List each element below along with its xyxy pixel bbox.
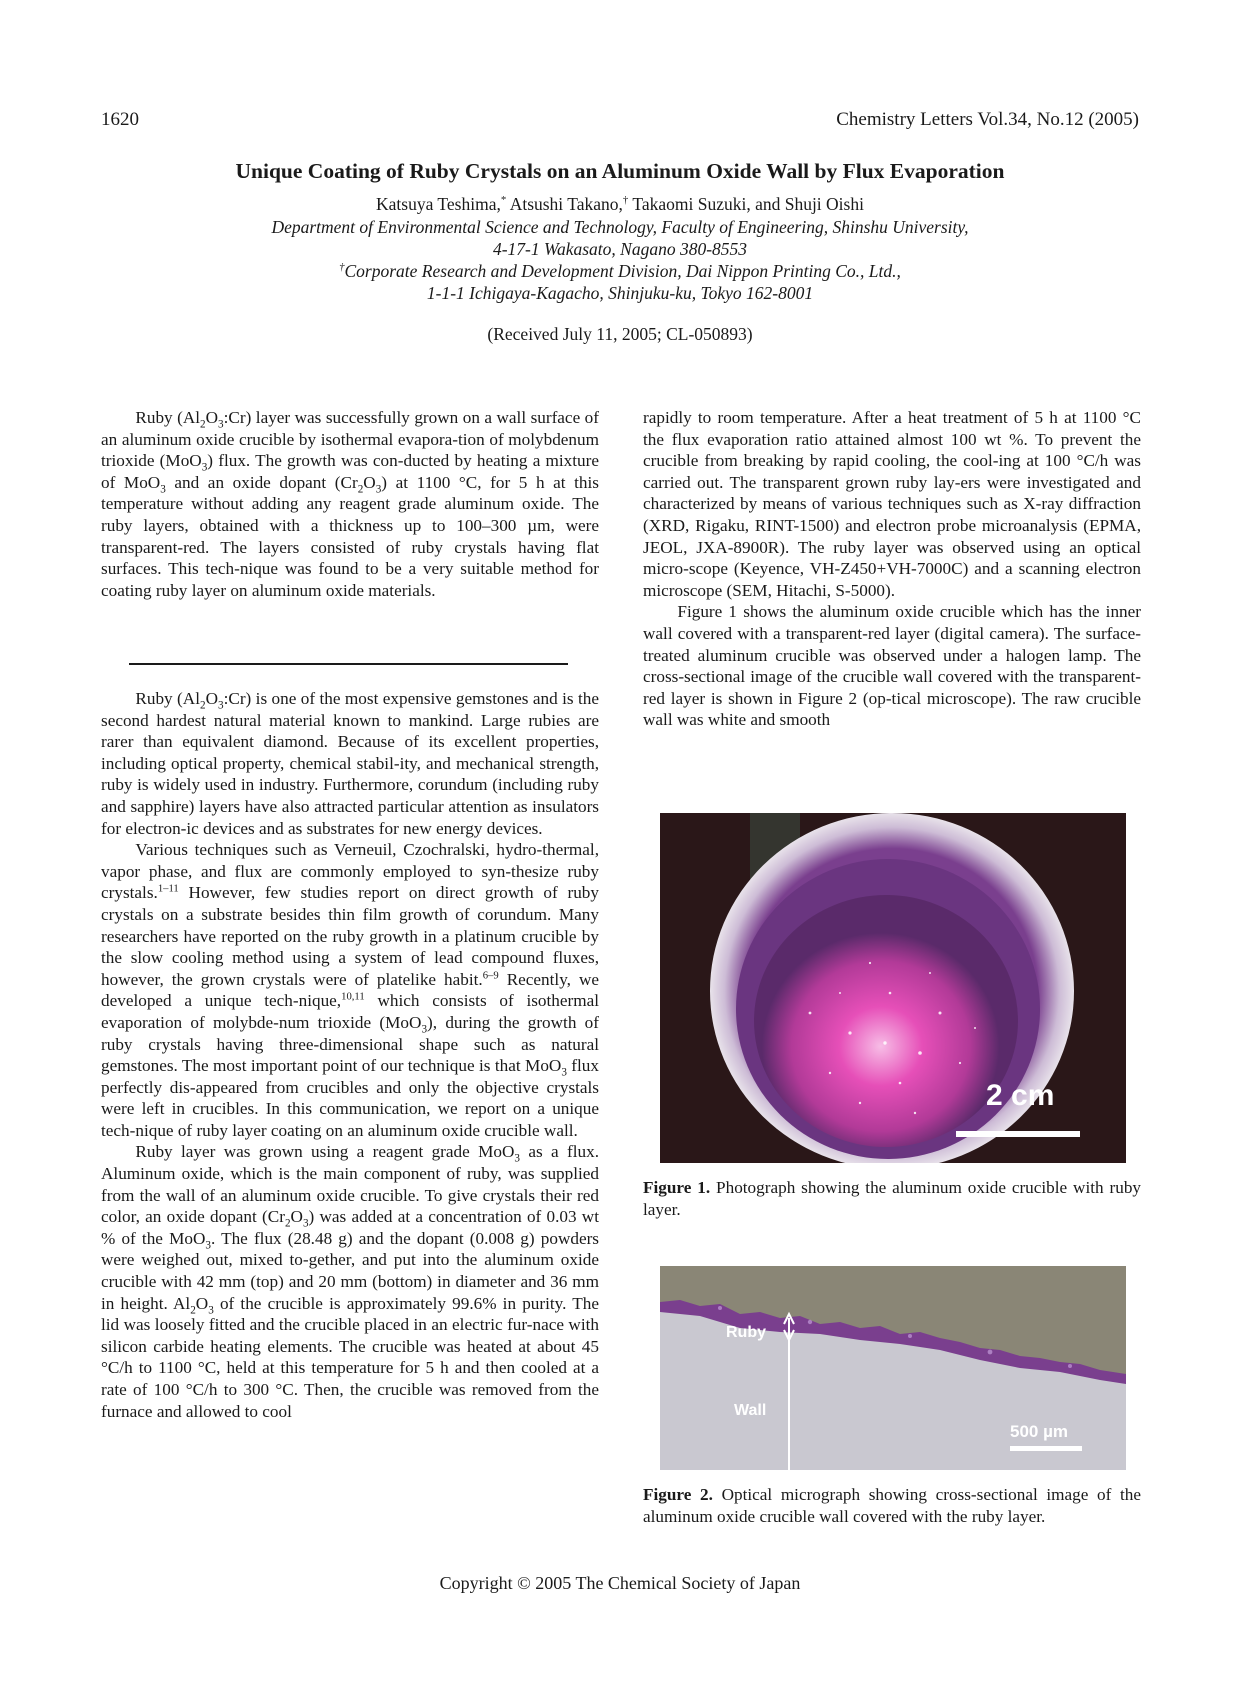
figure-1-scale-label: 2 cm: [986, 1079, 1055, 1112]
journal-info: Chemistry Letters Vol.34, No.12 (2005): [836, 109, 1139, 130]
figure-2-scale-label: 500 µm: [1010, 1422, 1068, 1441]
affiliation-line-3: †Corporate Research and Development Division, Dai Nippon Printing Co., Ltd.,: [339, 261, 901, 281]
crucible-photo-graphic: [660, 813, 1126, 1163]
figure-2-caption: Figure 2. Optical micrograph showing cross-sectional image of the aluminum oxide crucible wall covered with the ruby layer.: [643, 1485, 1141, 1526]
affiliation-line-4: 1-1-1 Ichigaya-Kagacho, Shinjuku-ku, Tokyo 162-8001: [426, 283, 814, 303]
paragraph: rapidly to room temperature. After a heat treatment of 5 h at 1100 °C the flux evaporation ratio attained almost 100 wt %. To prevent the crucible from breaking by rapid cooling, the cool-ing at 100 °C/h was carried out. The transparent grown ruby lay-ers were investigated and characterized by means of various techniques such as X-ray diffraction (XRD, Rigaku, RINT-1500) and electron probe microanalysis (EPMA, JEOL, JXA-8900R). The ruby layer was observed using an optical micro-scope (Keyence, VH-Z450+VH-7000C) and a scanning electron microscope (SEM, Hitachi, S-5000).: [643, 408, 1141, 600]
abstract-divider: [129, 663, 568, 665]
copyright-footer: Copyright © 2005 The Chemical Society of Japan: [439, 1573, 801, 1593]
paragraph: Figure 1 shows the aluminum oxide crucible which has the inner wall covered with a transparent-red layer (digital camera). The surface-treated aluminum crucible was observed under a halogen lamp. The cross-sectional image of the crucible wall covered with the transparent-red layer is shown in Figure 2 (op-tical microscope). The raw crucible wall was white and smooth: [643, 602, 1141, 730]
body-left-column: [101, 688, 599, 1422]
paper-title: Unique Coating of Ruby Crystals on an Aluminum Oxide Wall by Flux Evaporation: [235, 159, 1005, 183]
figure-2-label-ruby: Ruby: [726, 1324, 766, 1341]
paragraph: Various techniques such as Verneuil, Czochralski, hydro-thermal, vapor phase, and flux are commonly employed to syn-thesize ruby crystals.$^{1-11}$ However, few studies report on direct growth of ruby crystals on a substrate besides thin film growth of corundum. Many researchers have reported on the ruby growth in a platinum crucible by the slow cooling method using a system of lead compound fluxes, however, the grown crystals were of platelike habit.$^{6-9}$ Recently, we developed a unique tech-nique,$^{10,11}$ which consists of isothermal evaporation of molybde-num trioxide (MoO$_3$), during the growth of ruby crystals having three-dimensional shape such as natural gemstones. The most important point of our technique is that MoO$_3$ flux perfectly dis-appeared from crucibles and only the objective crystals were left in crucibles. In this communication, we report on a unique tech-nique of ruby layer coating on an aluminum oxide crucible wall.: [101, 840, 600, 1140]
figure-2-label-wall: Wall: [734, 1402, 767, 1419]
received-date: (Received July 11, 2005; CL-050893): [487, 324, 753, 344]
affiliation-line-1: Department of Environmental Science and Technology, Faculty of Engineering, Shinshu University,: [271, 217, 969, 237]
paragraph: Ruby layer was grown using a reagent grade MoO$_3$ as a flux. Aluminum oxide, which is the main component of ruby, was supplied from the wall of an aluminum oxide crucible. To give crystals their red color, an oxide dopant $(Cr_2O_3)$ was added at a concentration of 0.03 wt % of the MoO$_3$. The flux (28.48 g) and the dopant (0.008 g) powders were weighed out, mixed to-gether, and put into the aluminum oxide crucible with 42 mm (top) and 20 mm (bottom) in diameter and 36 mm in height. $Al_2O_3$ of the crucible is approximately 99.6% in purity. The lid was loosely fitted and the crucible placed in an electric fur-nace with silicon carbide heating elements. The crucible was heated at about 45 °C/h to 1100 °C, held at this temperature for 5 h and then cooled at a rate of 100 °C/h to 300 °C. Then, the crucible was removed from the furnace and allowed to cool: [101, 1142, 599, 1421]
affiliation-line-2: 4-17-1 Wakasato, Nagano 380-8553: [492, 239, 748, 259]
abstract: Ruby $(Al_2O_3:Cr)$ layer was successfully grown on a wall surface of an aluminum oxide crucible by isothermal evapora-tion of molybdenum trioxide (MoO$_3$) flux. The growth was con-ducted by heating a mixture of MoO$_3$ and an oxide dopant $(Cr_2O_3)$ at 1100 °C, for 5 h at this temperature without adding any reagent grade aluminum oxide. The ruby layers, obtained with a thickness up to 100–300 µm, were transparent-red. The layers consisted of ruby crystals having flat surfaces. This tech-nique was found to be a very suitable method for coating ruby layer on aluminum oxide materials.: [101, 408, 599, 600]
body-right-column: [643, 407, 1141, 731]
paragraph: Ruby $(Al_2O_3:Cr)$ is one of the most expensive gemstones and is the second hardest natural material known to mankind. Large rubies are rarer than equivalent diamond. Because of its excellent properties, including optical property, chemical stabil-ity, and mechanical strength, ruby is widely used in industry. Furthermore, corundum (including ruby and sapphire) layers have also attracted particular attention as insulators for electron-ic devices and as substrates for new energy devices.: [101, 689, 599, 838]
figure-1-caption: Figure 1. Photograph showing the aluminum oxide crucible with ruby layer.: [643, 1178, 1142, 1219]
page-number: 1620: [101, 109, 139, 130]
figure-1-photo: [660, 813, 1126, 1163]
figure-2-micrograph: [660, 1266, 1126, 1470]
authors: Katsuya Teshima,* Atsushi Takano,† Takaomi Suzuki, and Shuji Oishi: [376, 194, 864, 214]
